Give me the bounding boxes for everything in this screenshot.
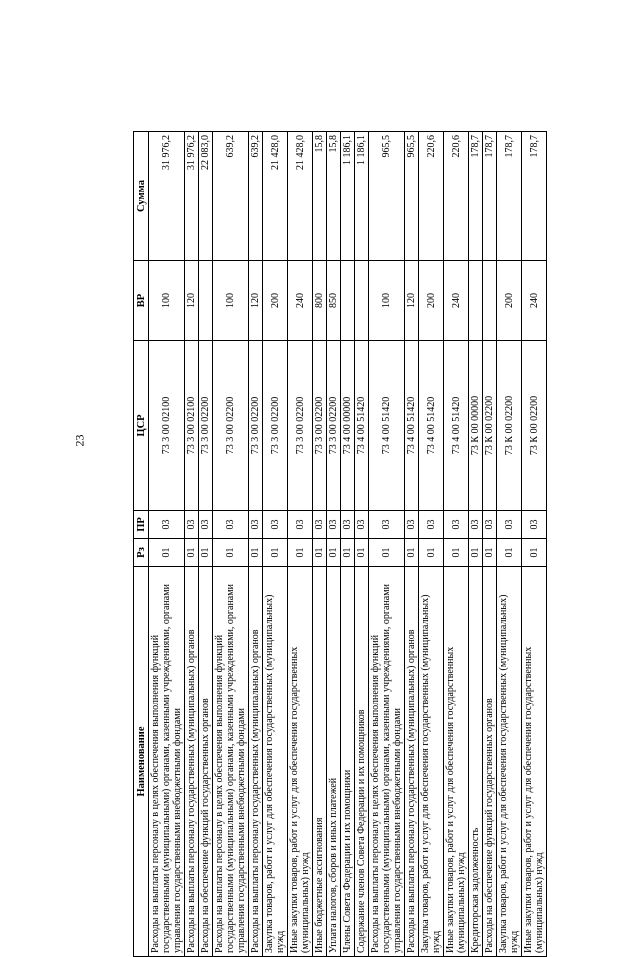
cell-sum: 21 428,0 xyxy=(288,132,313,261)
cell-vr xyxy=(199,261,213,341)
cell-rz: 01 xyxy=(419,539,444,567)
header-vr: ВР xyxy=(134,261,149,341)
header-rz: Рз xyxy=(134,539,149,567)
cell-name: Расходы на выплаты персоналу государственных (муниципальных) органов xyxy=(185,567,199,957)
cell-csr: 73 3 00 02200 xyxy=(327,341,341,511)
cell-vr xyxy=(483,261,497,341)
table-row xyxy=(469,132,483,957)
cell-sum: 15,8 xyxy=(327,132,341,261)
cell-rz: 01 xyxy=(288,539,313,567)
cell-pr: 03 xyxy=(369,511,405,539)
cell-name: Расходы на выплаты персоналу государственных (муниципальных) органов xyxy=(249,567,263,957)
cell-vr: 100 xyxy=(213,261,249,341)
cell-vr xyxy=(469,261,483,341)
cell-name: Иные бюджетные ассигнования xyxy=(313,567,327,957)
cell-vr: 120 xyxy=(185,261,199,341)
cell-pr: 03 xyxy=(185,511,199,539)
cell-pr: 03 xyxy=(288,511,313,539)
cell-pr: 03 xyxy=(249,511,263,539)
cell-pr: 03 xyxy=(522,511,547,539)
cell-pr: 03 xyxy=(469,511,483,539)
cell-sum: 965,5 xyxy=(369,132,405,261)
cell-sum: 1 186,1 xyxy=(355,132,369,261)
cell-pr: 03 xyxy=(419,511,444,539)
cell-sum: 965,5 xyxy=(405,132,419,261)
cell-rz: 01 xyxy=(199,539,213,567)
table-row xyxy=(288,132,313,957)
header-pr: ПР xyxy=(134,511,149,539)
cell-csr: 73 3 00 02200 xyxy=(288,341,313,511)
cell-csr: 73 4 00 51420 xyxy=(405,341,419,511)
cell-rz: 01 xyxy=(263,539,288,567)
cell-sum: 1 186,1 xyxy=(341,132,355,261)
table-row xyxy=(522,132,547,957)
cell-sum: 178,7 xyxy=(469,132,483,261)
cell-pr: 03 xyxy=(263,511,288,539)
cell-rz: 01 xyxy=(341,539,355,567)
cell-rz: 01 xyxy=(405,539,419,567)
header-csr: ЦСР xyxy=(134,341,149,511)
cell-name: Иные закупки товаров, работ и услуг для обеспечения государственных (муниципальных) нужд xyxy=(288,567,313,957)
cell-pr: 03 xyxy=(497,511,522,539)
cell-csr: 73 3 00 02200 xyxy=(213,341,249,511)
cell-vr: 240 xyxy=(288,261,313,341)
cell-vr: 200 xyxy=(497,261,522,341)
cell-vr: 100 xyxy=(149,261,185,341)
cell-csr: 73 4 00 51420 xyxy=(369,341,405,511)
cell-name: Расходы на выплаты персоналу в целях обеспечения выполнения функций государственными (муниципальными) органами, казенными учреждениями, органами управления государственными внебюджетными фондами xyxy=(369,567,405,957)
cell-csr: 73 4 00 51420 xyxy=(444,341,469,511)
cell-vr: 120 xyxy=(249,261,263,341)
cell-csr: 73 3 00 02200 xyxy=(199,341,213,511)
table-header-row xyxy=(134,132,149,957)
cell-rz: 01 xyxy=(213,539,249,567)
cell-name: Иные закупки товаров, работ и услуг для обеспечения государственных (муниципальных) нужд xyxy=(444,567,469,957)
cell-sum: 220,6 xyxy=(419,132,444,261)
table-row xyxy=(355,132,369,957)
cell-pr: 03 xyxy=(405,511,419,539)
table-row xyxy=(483,132,497,957)
cell-name: Расходы на выплаты персоналу государственных (муниципальных) органов xyxy=(405,567,419,957)
cell-vr: 800 xyxy=(313,261,327,341)
cell-sum: 178,7 xyxy=(497,132,522,261)
cell-sum: 21 428,0 xyxy=(263,132,288,261)
cell-vr xyxy=(355,261,369,341)
cell-rz: 01 xyxy=(249,539,263,567)
table-row xyxy=(327,132,341,957)
table-row xyxy=(249,132,263,957)
cell-name: Закупка товаров, работ и услуг для обеспечения государственных (муниципальных) нужд xyxy=(497,567,522,957)
cell-name: Закупка товаров, работ и услуг для обеспечения государственных (муниципальных) нужд xyxy=(419,567,444,957)
cell-rz: 01 xyxy=(185,539,199,567)
table-row xyxy=(199,132,213,957)
cell-pr: 03 xyxy=(149,511,185,539)
cell-vr: 850 xyxy=(327,261,341,341)
table-row xyxy=(341,132,355,957)
cell-name: Расходы на обеспечение функций государственных органов xyxy=(199,567,213,957)
cell-name: Расходы на обеспечение функций государственных органов xyxy=(483,567,497,957)
cell-rz: 01 xyxy=(444,539,469,567)
cell-name: Расходы на выплаты персоналу в целях обеспечения выполнения функций государственными (муниципальными) органами, казенными учреждениями, органами управления государственными внебюджетными фондами xyxy=(213,567,249,957)
header-name: Наименование xyxy=(134,567,149,957)
table-row xyxy=(497,132,522,957)
cell-pr: 03 xyxy=(213,511,249,539)
table-row xyxy=(405,132,419,957)
cell-sum: 22 083,0 xyxy=(199,132,213,261)
cell-sum: 639,2 xyxy=(213,132,249,261)
cell-pr: 03 xyxy=(355,511,369,539)
cell-name: Члены Совета Федерации и их помощники xyxy=(341,567,355,957)
cell-csr: 73 К 00 00000 xyxy=(469,341,483,511)
cell-vr: 100 xyxy=(369,261,405,341)
table-row xyxy=(369,132,405,957)
cell-csr: 73 3 00 02200 xyxy=(313,341,327,511)
cell-rz: 01 xyxy=(327,539,341,567)
cell-csr: 73 4 00 51420 xyxy=(419,341,444,511)
cell-pr: 03 xyxy=(327,511,341,539)
cell-sum: 639,2 xyxy=(249,132,263,261)
cell-csr: 73 4 00 00000 xyxy=(341,341,355,511)
table-row xyxy=(313,132,327,957)
cell-pr: 03 xyxy=(199,511,213,539)
cell-csr: 73 3 00 02100 xyxy=(149,341,185,511)
cell-pr: 03 xyxy=(313,511,327,539)
cell-rz: 01 xyxy=(483,539,497,567)
cell-vr xyxy=(341,261,355,341)
cell-sum: 15,8 xyxy=(313,132,327,261)
table-row xyxy=(444,132,469,957)
table-row xyxy=(185,132,199,957)
header-sum: Сумма xyxy=(134,132,149,261)
cell-rz: 01 xyxy=(313,539,327,567)
cell-rz: 01 xyxy=(522,539,547,567)
cell-csr: 73 К 00 02200 xyxy=(483,341,497,511)
cell-pr: 03 xyxy=(444,511,469,539)
cell-name: Содержание членов Совета Федерации и их помощников xyxy=(355,567,369,957)
table-row xyxy=(213,132,249,957)
budget-table xyxy=(133,131,547,957)
cell-vr: 200 xyxy=(419,261,444,341)
cell-name: Кредиторская задолженность xyxy=(469,567,483,957)
cell-sum: 178,7 xyxy=(483,132,497,261)
cell-sum: 31 976,2 xyxy=(185,132,199,261)
table-row xyxy=(263,132,288,957)
cell-rz: 01 xyxy=(497,539,522,567)
cell-sum: 178,7 xyxy=(522,132,547,261)
cell-csr: 73 3 00 02200 xyxy=(249,341,263,511)
cell-vr: 240 xyxy=(444,261,469,341)
cell-pr: 03 xyxy=(341,511,355,539)
cell-vr: 200 xyxy=(263,261,288,341)
page-number: 23 xyxy=(72,434,87,447)
table-row xyxy=(149,132,185,957)
cell-pr: 03 xyxy=(483,511,497,539)
cell-name: Расходы на выплаты персоналу в целях обеспечения выполнения функций государственными (муниципальными) органами, казенными учреждениями, органами управления государственными внебюджетными фондами xyxy=(149,567,185,957)
cell-rz: 01 xyxy=(369,539,405,567)
cell-rz: 01 xyxy=(355,539,369,567)
cell-name: Уплата налогов, сборов и иных платежей xyxy=(327,567,341,957)
cell-name: Иные закупки товаров, работ и услуг для обеспечения государственных (муниципальных) нужд xyxy=(522,567,547,957)
cell-name: Закупка товаров, работ и услуг для обеспечения государственных (муниципальных) нужд xyxy=(263,567,288,957)
cell-rz: 01 xyxy=(469,539,483,567)
cell-csr: 73 К 00 02200 xyxy=(497,341,522,511)
table-row xyxy=(419,132,444,957)
cell-vr: 120 xyxy=(405,261,419,341)
cell-csr: 73 4 00 51420 xyxy=(355,341,369,511)
cell-csr: 73 3 00 02200 xyxy=(263,341,288,511)
cell-csr: 73 К 00 02200 xyxy=(522,341,547,511)
cell-rz: 01 xyxy=(149,539,185,567)
rotated-page-content xyxy=(133,132,596,957)
cell-sum: 31 976,2 xyxy=(149,132,185,261)
cell-csr: 73 3 00 02100 xyxy=(185,341,199,511)
cell-sum: 220,6 xyxy=(444,132,469,261)
cell-vr: 240 xyxy=(522,261,547,341)
